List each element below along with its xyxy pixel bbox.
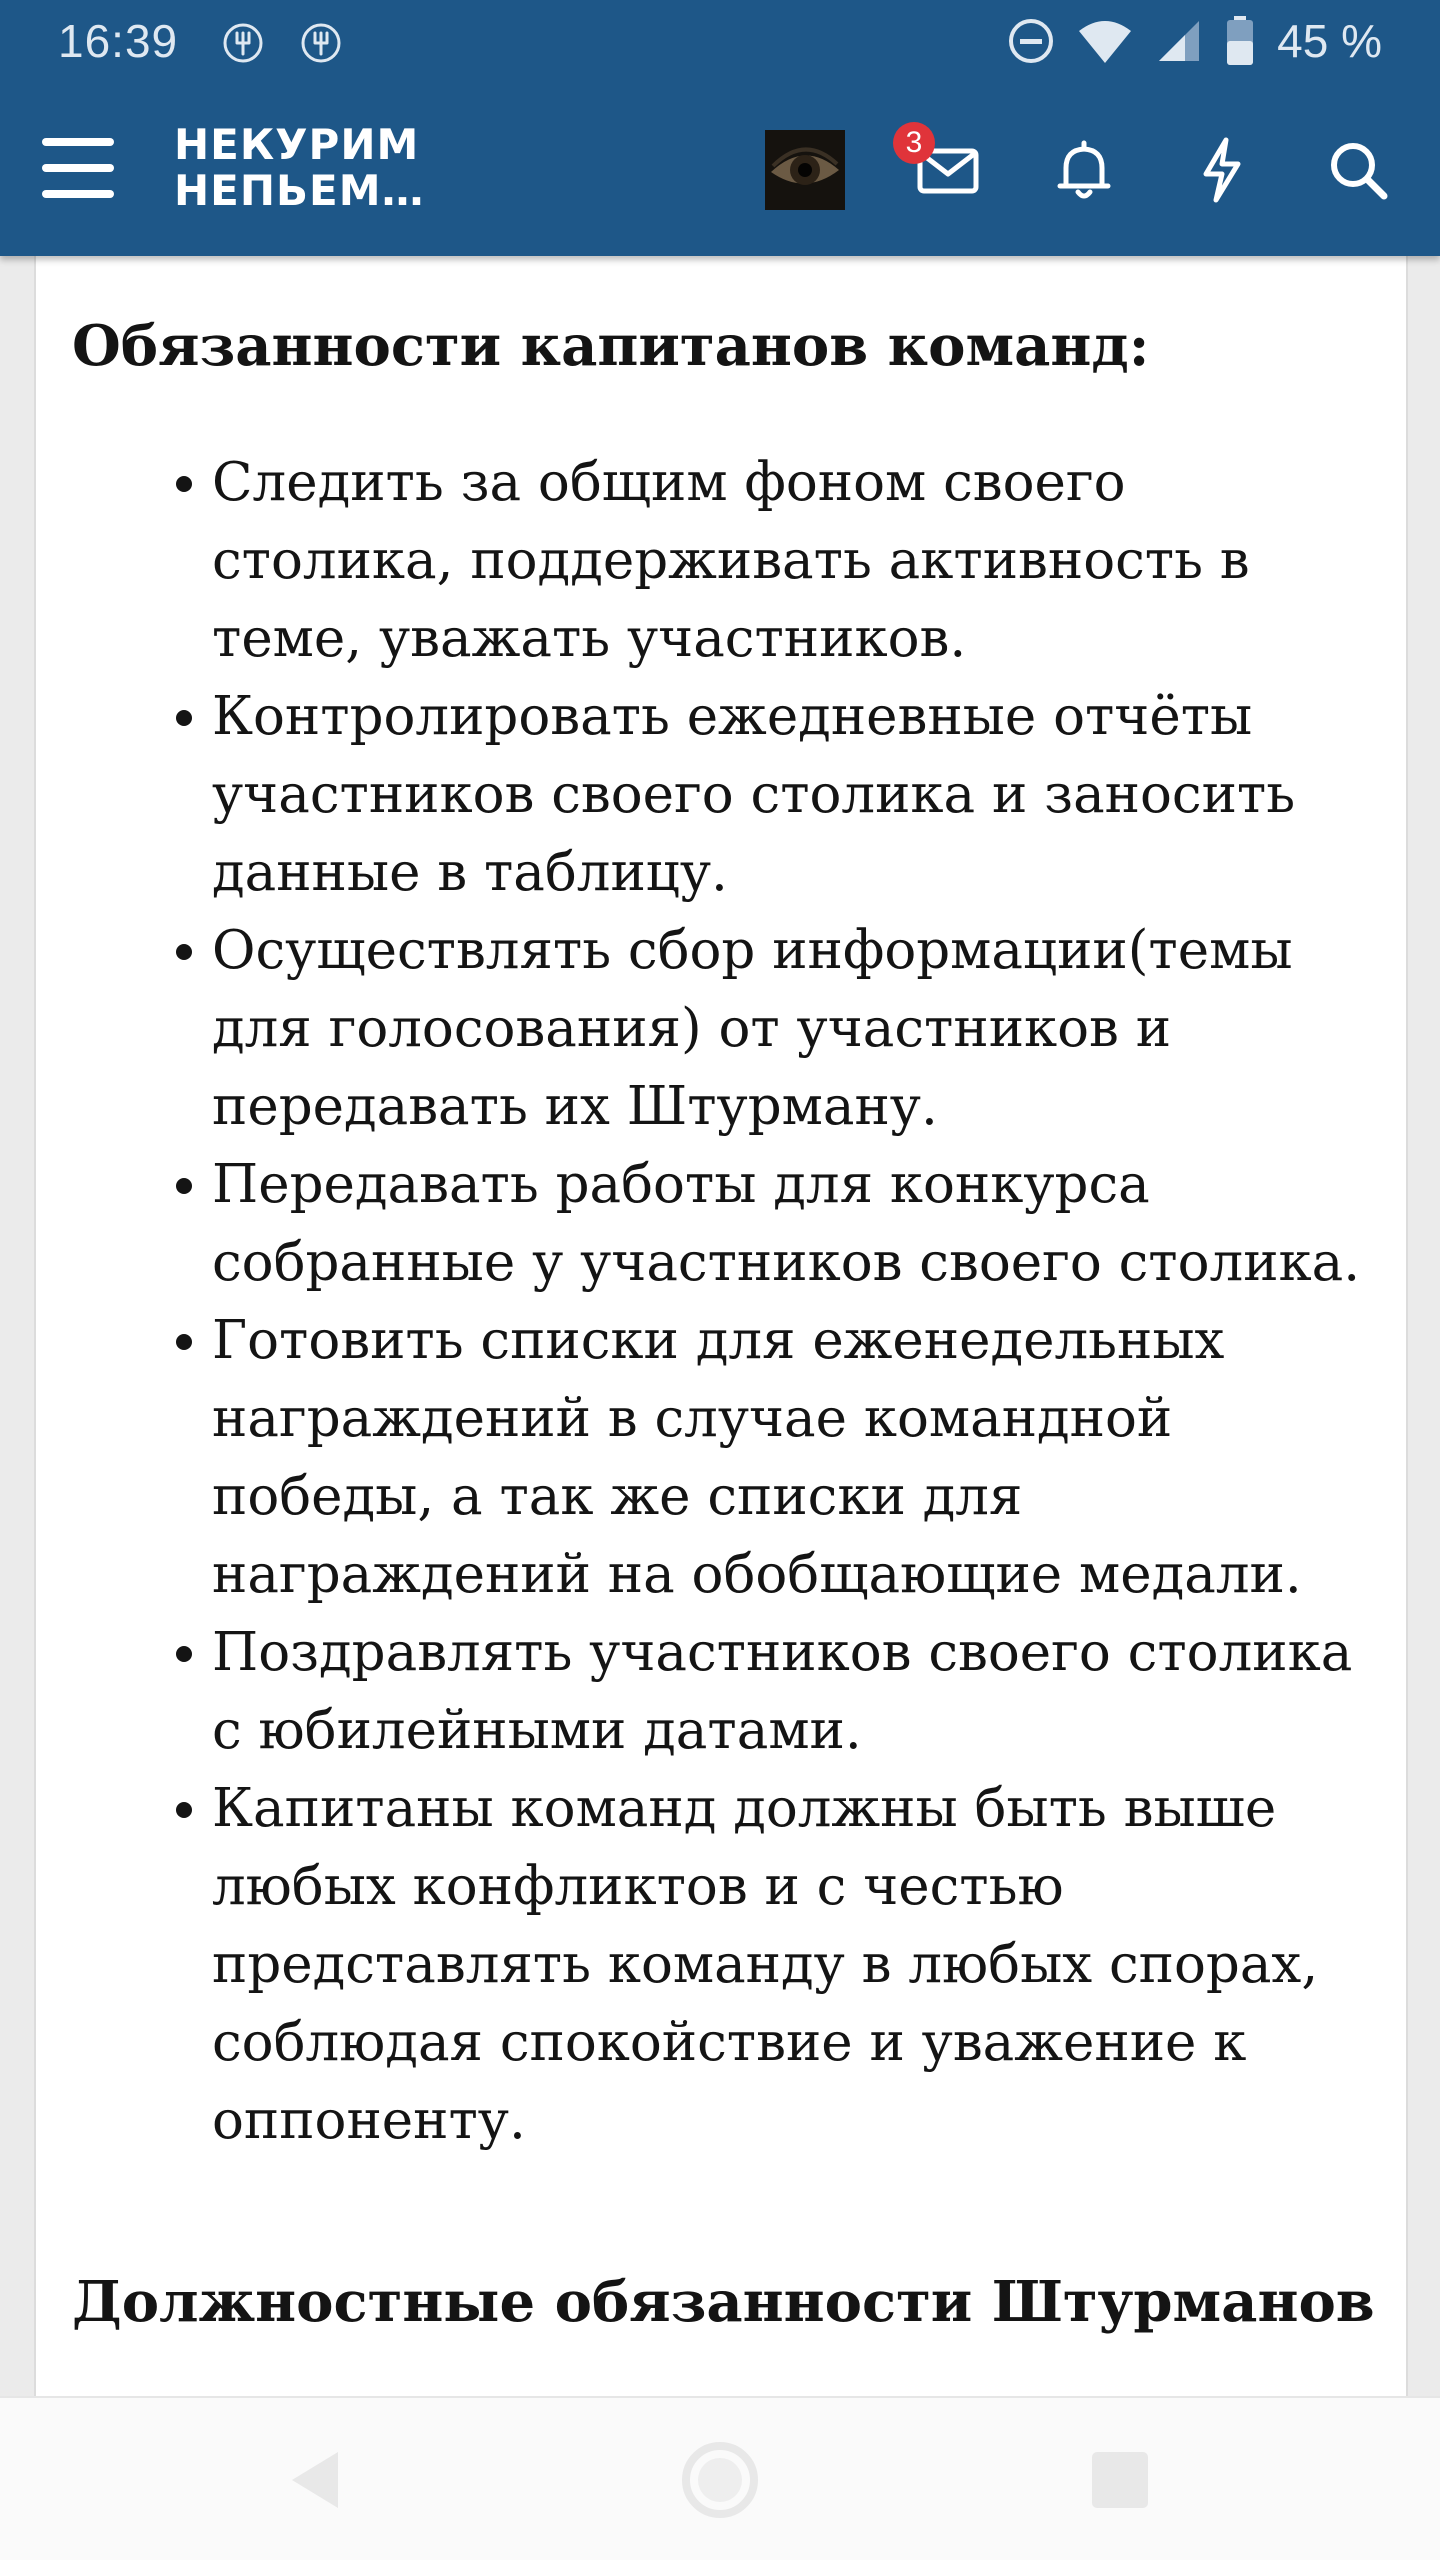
duty-line: награждений в случае командной	[212, 1388, 1173, 1449]
duty-line: Готовить списки для еженедельных	[212, 1310, 1225, 1371]
duty-line: соблюдая спокойствие и уважение к	[212, 2012, 1247, 2073]
system-navigation-bar	[0, 2396, 1440, 2560]
duty-line: награждений на обобщающие медали.	[212, 1544, 1302, 1605]
duty-line: для голосования) от участников и	[212, 998, 1172, 1059]
post-content	[34, 256, 1408, 2396]
duty-line: Контролировать ежедневные отчёты	[212, 686, 1253, 747]
wifi-icon	[1077, 17, 1133, 65]
duty-list-item	[212, 912, 1432, 1146]
do-not-disturb-icon	[1007, 17, 1055, 65]
logo-line-1: НЕКУРИМ	[174, 120, 420, 169]
duty-line: с юбилейными датами.	[212, 1700, 862, 1761]
logo-line-2: НЕПЬЕМ…	[174, 166, 425, 215]
back-icon[interactable]	[274, 2438, 358, 2522]
menu-icon-bar	[42, 164, 114, 172]
status-right	[1007, 14, 1382, 68]
search-icon[interactable]	[1322, 134, 1394, 206]
duty-line: столика, поддерживать активность в	[212, 530, 1250, 591]
duty-line: данные в таблицу.	[212, 842, 728, 903]
status-bar	[0, 0, 1440, 84]
duty-line: передавать их Штурману.	[212, 1076, 938, 1137]
signal-icon	[1155, 17, 1203, 65]
duty-line: Поздравлять участников своего столика	[212, 1622, 1353, 1683]
notification-app-icon	[300, 22, 342, 64]
duty-line: представлять команду в любых спорах,	[212, 1934, 1319, 1995]
duty-line: теме, уважать участников.	[212, 608, 967, 669]
duty-line: оппоненту.	[212, 2090, 526, 2151]
site-logo[interactable]	[174, 122, 425, 214]
menu-icon-bar	[42, 190, 114, 198]
eye-avatar-image	[765, 130, 845, 210]
duty-list-item	[212, 1146, 1432, 1302]
notification-app-icon	[222, 22, 264, 64]
captains-duties-list	[212, 444, 1432, 2160]
bell-icon[interactable]	[1048, 134, 1120, 206]
duty-line: собранные у участников своего столика.	[212, 1232, 1361, 1293]
duty-line: Осуществлять сбор информации(темы	[212, 920, 1293, 981]
duty-line: победы, а так же списки для	[212, 1466, 1023, 1527]
duty-line: участников своего столика и заносить	[212, 764, 1296, 825]
heading-navigators-duties: Должностные обязанности Штурманов	[72, 2269, 1375, 2335]
heading-captains-duties: Обязанности капитанов команд:	[72, 313, 1150, 379]
duty-line: Капитаны команд должны быть выше	[212, 1778, 1277, 1839]
messages-badge: 3	[893, 122, 935, 164]
duty-list-item	[212, 1302, 1432, 1614]
duty-line: любых конфликтов и с честью	[212, 1856, 1064, 1917]
battery-icon	[1225, 15, 1255, 67]
duty-list-item	[212, 1770, 1432, 2160]
duty-line: Передавать работы для конкурса	[212, 1154, 1150, 1215]
recents-icon[interactable]	[1078, 2438, 1162, 2522]
duty-list-item	[212, 444, 1432, 678]
status-time: 16:39	[58, 15, 179, 67]
battery-percent: 45 %	[1277, 15, 1382, 67]
menu-icon	[42, 138, 114, 146]
duty-list-item	[212, 1614, 1432, 1770]
avatar[interactable]	[765, 130, 845, 210]
duty-line: Следить за общим фоном своего	[212, 452, 1126, 513]
top-bar	[0, 0, 1440, 256]
home-icon[interactable]	[678, 2438, 762, 2522]
menu-button[interactable]	[38, 132, 118, 204]
duty-list-item	[212, 678, 1432, 912]
app-header	[0, 84, 1440, 256]
lightning-icon[interactable]	[1186, 134, 1258, 206]
